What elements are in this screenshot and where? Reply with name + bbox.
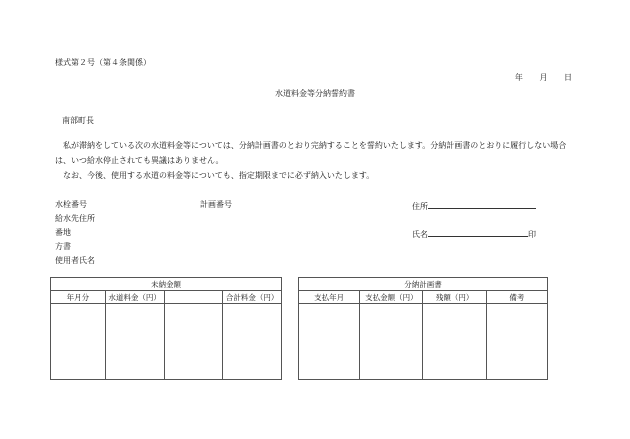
col-total-fee: 合計料金（円） — [223, 291, 282, 304]
col-balance: 残額（円） — [423, 291, 486, 304]
name-line — [428, 227, 528, 237]
address-label: 住所 — [412, 202, 428, 211]
col-payment-amount: 支払金額（円） — [360, 291, 423, 304]
name-label: 氏名 — [412, 230, 428, 239]
plan-number-label: 計画番号 — [200, 200, 232, 209]
meter-number-label: 水栓番号 — [55, 200, 87, 209]
lot-number-label: 番地 — [55, 228, 71, 237]
col-blank — [164, 291, 223, 304]
cell-year-month[interactable] — [51, 304, 106, 380]
cell-payment-month[interactable] — [299, 304, 360, 380]
cell-payment-amount[interactable] — [360, 304, 423, 380]
user-name-label: 使用者氏名 — [55, 256, 95, 265]
unpaid-amount-table — [50, 277, 282, 380]
name-field[interactable] — [412, 227, 536, 240]
cell-remarks[interactable] — [486, 304, 547, 380]
date-line — [501, 72, 572, 83]
col-payment-month: 支払年月 — [299, 291, 360, 304]
cell-balance[interactable] — [423, 304, 486, 380]
cell-water-fee[interactable] — [105, 304, 164, 380]
cell-blank[interactable] — [164, 304, 223, 380]
form-number: 様式第２号（第４条関係） — [55, 58, 151, 67]
supply-address-label: 給水先住所 — [55, 214, 95, 223]
page-title: 水道料金等分納誓約書 — [275, 89, 355, 98]
pledge-paragraph-2: なお、今後、使用する水道の料金等についても、指定期限までに必ず納入いたします。 — [63, 171, 375, 180]
col-remarks: 備考 — [486, 291, 547, 304]
date-day: 日 — [564, 73, 572, 82]
plan-table-heading: 分納計画書 — [299, 278, 548, 291]
seal-mark: 印 — [528, 230, 536, 239]
date-month: 月 — [539, 73, 548, 82]
date-year: 年 — [514, 73, 523, 82]
pledge-paragraph-1: 私が滞納をしている次の水道料金等については、分納計画書のとおり完納することを誓約いたします。分納計画書のとおりに履行しない場合は、いつ給水停止されても異議はありません。 — [55, 141, 567, 165]
building-label: 方書 — [55, 242, 71, 251]
col-year-month: 年月分 — [51, 291, 106, 304]
address-field[interactable] — [412, 199, 536, 212]
col-water-fee: 水道料金（円） — [105, 291, 164, 304]
unpaid-table-heading: 未納金額 — [51, 278, 282, 291]
cell-total-fee[interactable] — [223, 304, 282, 380]
pledge-text — [55, 138, 575, 183]
installment-plan-table — [298, 277, 548, 380]
addressee: 南部町長 — [62, 116, 94, 125]
address-line — [428, 199, 536, 209]
